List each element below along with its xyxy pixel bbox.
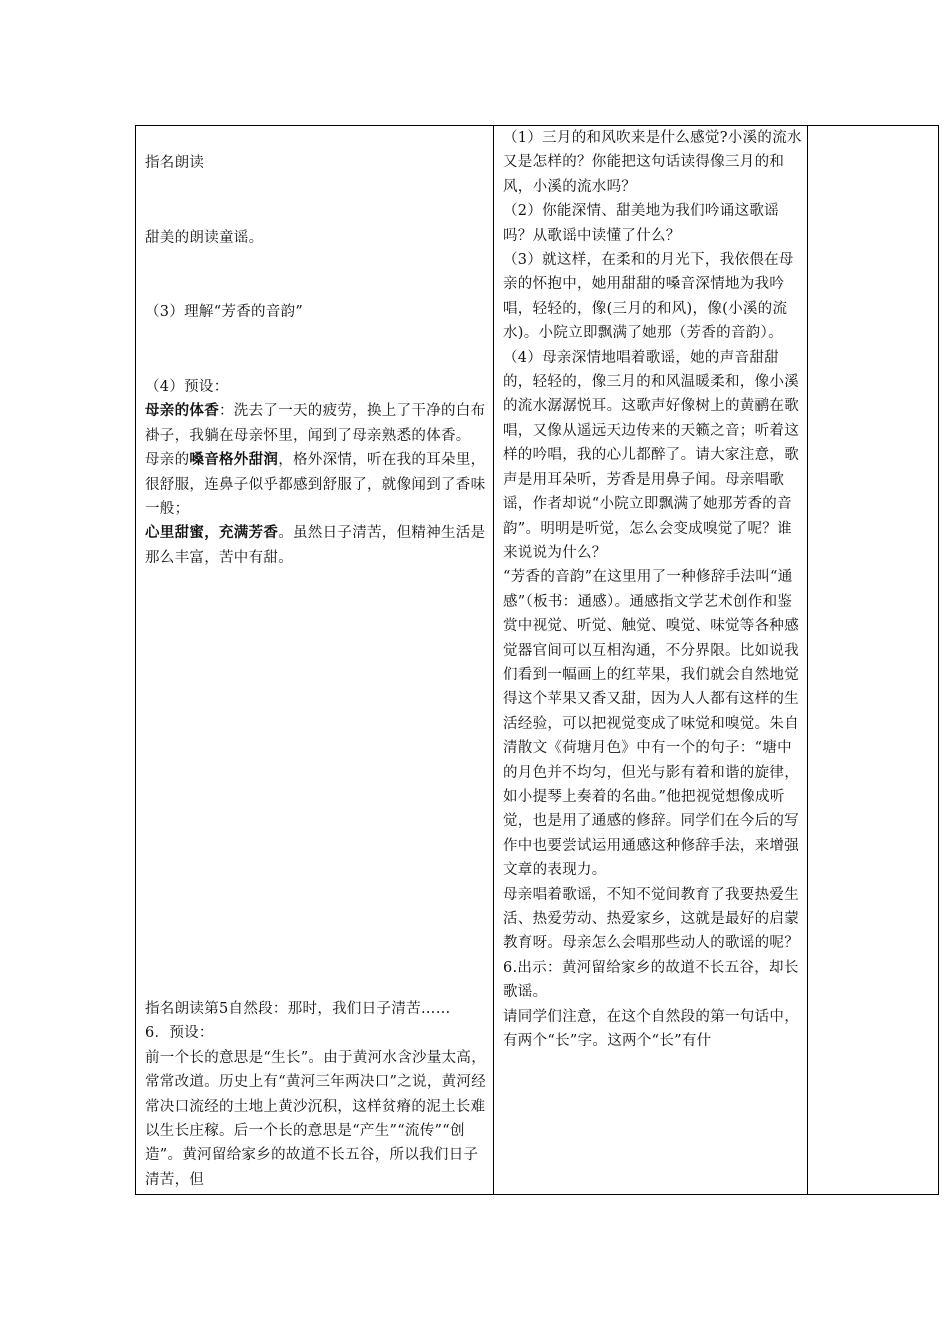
paragraph-text: 。虽然日子清苦，但精神生活是那么丰富，苦中有甜。 [145,525,486,566]
middle-paragraph: （3）就这样，在柔和的月光下，我依偎在母亲的怀抱中，她用甜甜的嗓音深情地为我吟唱，轻轻的，像(三月的和风)，像(小溪的流水)。小院立即飘满了她那（芳香的音韵）。 [503,252,794,342]
left-paragraph [145,521,487,570]
left-block-understand [145,300,487,324]
left-paragraph [145,399,487,448]
middle-paragraph: 请同学们注意，在这个自然段的第一句话中，有两个“长”字。这两个“长”有什 [503,1008,799,1050]
left-paragraph [145,448,487,521]
middle-paragraph: （2）你能深情、甜美地为我们吟诵这歌谣吗？从歌谣中读懂了什么？ [503,203,779,244]
left-heading: 6．预设： [145,1025,214,1042]
left-block-preset-6 [145,997,487,1192]
paragraph-text: ：洗去了一天的疲劳，换上了干净的白布褂子，我躺在母亲怀里，闻到了母亲熟悉的体香。 [145,403,486,444]
paragraph-text: 母亲的 [145,452,190,469]
bold-phrase: 嗓音格外甜润 [189,451,279,469]
middle-paragraph: （4）母亲深情地唱着歌谣，她的声音甜甜的，轻轻的，像三月的和风温暖柔和，像小溪的流水潺潺悦耳。这歌声好像树上的黄鹂在歌唱，又像从遥远天边传来的天籁之音；听着这样的吟唱，我的心儿都醉了。请大家注意，歌声是用耳朵听，芳香是用鼻子闻。母亲唱歌谣，作者却说“小院立即飘满了她那芳香的音韵”。明明是听觉，怎么会变成嗅觉了呢？谁来说说为什么？ [503,349,799,561]
left-text: 指名朗读 [145,155,205,171]
paragraph-text: ，格外深情，听在我的耳朵里，很舒服，连鼻子似乎都感到舒服了，就像闻到了香味一般； [145,452,486,518]
left-text: （3）理解“芳香的音韵” [145,304,304,320]
left-text: 甜美的朗读童谣。 [145,230,264,246]
bold-phrase: 母亲的体香 [145,402,219,420]
left-text: 指名朗读第5自然段：那时，我们日子清苦…… [145,1001,451,1017]
left-block-preset-4 [145,375,487,570]
column-divider-right [807,126,808,1194]
bold-phrase: 心里甜蜜，充满芳香 [145,524,279,542]
left-block-reading [145,151,487,175]
left-heading: （4）预设： [145,379,229,395]
left-block-sweet-reading [145,226,487,250]
middle-paragraph: （1）三月的和风吹来是什么感觉?小溪的流水又是怎样的？你能把这句话读得像三月的和风，小溪的流水吗？ [503,130,802,195]
middle-paragraph: 6.出示：黄河留给家乡的故道不长五谷，却长歌谣。 [503,959,799,1001]
column-divider-left [493,126,494,1194]
left-paragraph: 前一个长的意思是“生长”。由于黄河水含沙量太高，常常改道。历史上有“黄河三年两决口”之说，黄河经常决口流经的土地上黄沙沉积，这样贫瘠的泥土长难以生长庄稼。后一个长的意思是“产生”“流传”“创造”。黄河留给家乡的故道不长五谷，所以我们日子清苦，但 [145,1049,487,1188]
middle-block-questions [503,126,803,1053]
middle-paragraph: “芳香的音韵”在这里用了一种修辞手法叫“通感”（板书：通感）。通感指文学艺术创作和鉴赏中视觉、听觉、触觉、嗅觉、味觉等各种感觉器官间可以互相沟通，不分界限。比如说我们看到一幅画上的红苹果，我们就会自然地觉得这个苹果又香又甜，因为人人都有这样的生活经验，可以把视觉变成了味觉和嗅觉。朱自清散文《荷塘月色》中有一个的句子：“塘中的月色并不均匀，但光与影有着和谐的旋律，如小提琴上奏着的名曲。”他把视觉想像成听觉，也是用了通感的修辞。同学们在今后的写作中也要尝试运用通感这种修辞手法，来增强文章的表现力。 [503,569,799,879]
middle-paragraph: 母亲唱着歌谣，不知不觉间教育了我要热爱生活、热爱劳动、热爱家乡，这就是最好的启蒙教育呀。母亲怎么会唱那些动人的歌谣的呢？ [503,886,799,952]
